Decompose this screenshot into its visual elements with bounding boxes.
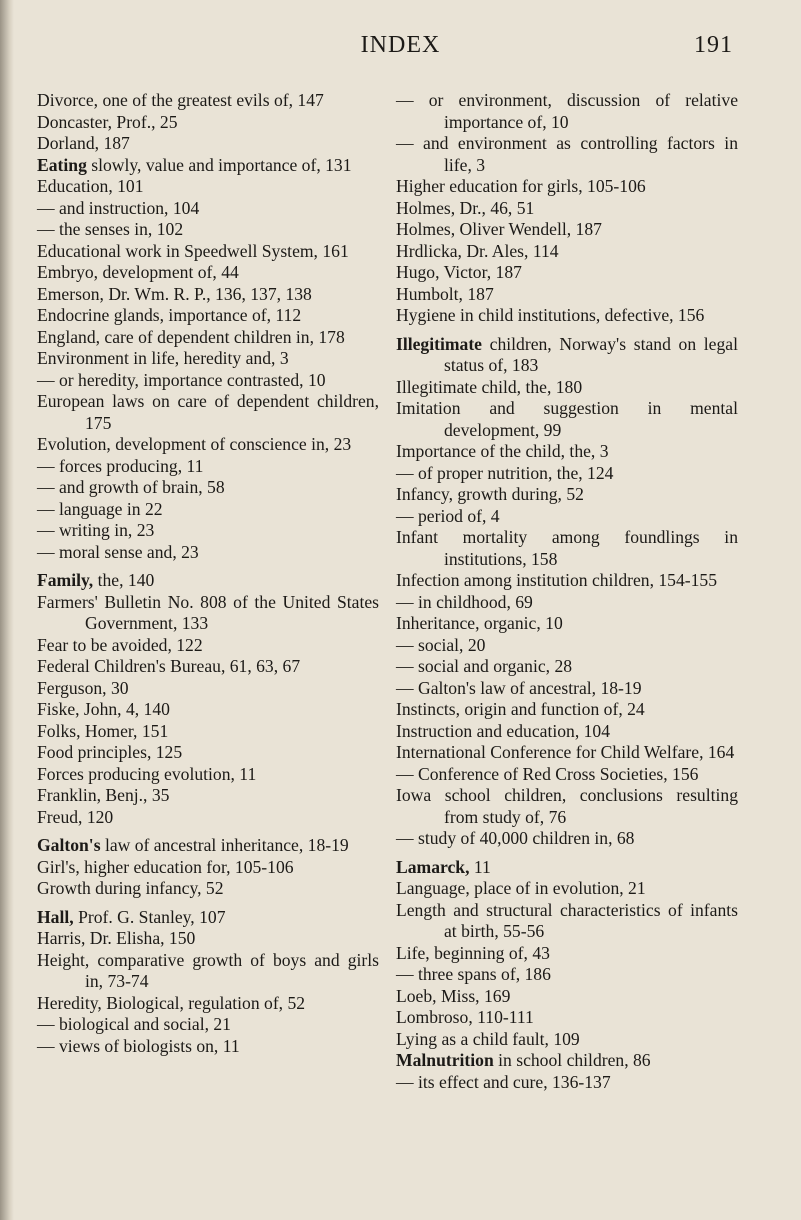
index-entry: Instincts, origin and function of, 24 [396, 699, 645, 719]
index-entry: Hugo, Victor, 187 [396, 262, 522, 282]
index-entry: Imitation and suggestion in mental development, 99 [396, 398, 738, 440]
index-entry: Heredity, Biological, regulation of, 52 [37, 992, 306, 1013]
index-entry: Forces producing evolution, 11 [37, 763, 257, 784]
index-entry: — forces producing, 11 [37, 455, 204, 476]
index-entry: Embryo, development of, 44 [37, 262, 239, 282]
index-entry: — period of, 4 [396, 505, 500, 526]
index-entry: — Conference of Red Cross Societies, 156 [396, 763, 699, 784]
index-entry: — the senses in, 102 [37, 219, 184, 239]
running-title: INDEX [360, 32, 441, 58]
index-entry: Hrdlicka, Dr. Ales, 114 [396, 240, 559, 261]
index-entry: Harris, Dr. Elisha, 150 [37, 928, 196, 948]
index-entry: Infection among institution children, 154-155 [396, 570, 718, 590]
index-entry: Lying as a child fault, 109 [396, 1028, 580, 1049]
page-header [0, 28, 801, 68]
index-entry: Instruction and education, 104 [396, 720, 611, 741]
index-entry: Illegitimate children, Norway's stand on legal status of, 183 [396, 333, 738, 375]
index-entry: — moral sense and, 23 [37, 541, 199, 562]
index-entry: Folks, Homer, 151 [37, 720, 169, 741]
index-entry: Girl's, higher education for, 105-106 [37, 856, 294, 877]
index-entry: — language in 22 [37, 498, 163, 519]
index-entry: Holmes, Oliver Wendell, 187 [396, 219, 602, 239]
index-entry: — in childhood, 69 [396, 591, 533, 612]
index-entry: Evolution, development of conscience in, 23 [37, 434, 352, 454]
index-entry: Inheritance, organic, 10 [396, 613, 563, 633]
binding-gutter [0, 0, 14, 1220]
index-entry: Growth during infancy, 52 [37, 878, 224, 898]
index-entry: — study of 40,000 children in, 68 [396, 828, 635, 848]
index-entry: Federal Children's Bureau, 61, 63, 67 [37, 656, 301, 676]
index-entry: Hall, Prof. G. Stanley, 107 [37, 906, 226, 927]
index-entry: Environment in life, heredity and, 3 [37, 348, 289, 368]
index-entry: Endocrine glands, importance of, 112 [37, 305, 302, 325]
index-entry: Malnutrition in school children, 86 [396, 1050, 651, 1070]
index-entry: Lombroso, 110-111 [396, 1007, 534, 1027]
index-entry: Galton's law of ancestral inheritance, 18-19 [37, 835, 349, 855]
index-entry: — social and organic, 28 [396, 656, 573, 676]
index-entry: — three spans of, 186 [396, 964, 551, 984]
index-entry: Loeb, Miss, 169 [396, 985, 511, 1006]
index-entry: Iowa school children, conclusions resulting from study of, 76 [396, 785, 738, 827]
index-entry: Holmes, Dr., 46, 51 [396, 197, 535, 218]
index-entry: — and growth of brain, 58 [37, 477, 225, 497]
index-entry: Fiske, John, 4, 140 [37, 699, 170, 719]
index-entry: England, care of dependent children in, 178 [37, 326, 345, 347]
index-entry: — biological and social, 21 [37, 1014, 231, 1034]
index-entry: — Galton's law of ancestral, 18-19 [396, 677, 642, 698]
index-entry: Dorland, 187 [37, 133, 130, 153]
index-entry: Importance of the child, the, 3 [396, 441, 609, 461]
index-entry: Farmers' Bulletin No. 808 of the United States Government, 133 [37, 591, 379, 633]
index-entry: Fear to be avoided, 122 [37, 634, 203, 655]
index-entry: — and instruction, 104 [37, 197, 200, 218]
index-entry: — or environment, discussion of relative importance of, 10 [396, 90, 738, 132]
index-entry: Infant mortality among foundlings in institutions, 158 [396, 527, 738, 569]
index-entry: Humbolt, 187 [396, 283, 494, 304]
index-entry: — and environment as controlling factors in life, 3 [396, 133, 738, 175]
index-entry: Hygiene in child institutions, defective, 156 [396, 305, 705, 325]
index-entry: Illegitimate child, the, 180 [396, 376, 583, 397]
index-entry: — social, 20 [396, 634, 486, 655]
index-entry: — of proper nutrition, the, 124 [396, 462, 614, 483]
index-entry: Educational work in Speedwell System, 161 [37, 240, 349, 261]
index-entry: — writing in, 23 [37, 520, 155, 540]
index-entry: Education, 101 [37, 176, 144, 196]
index-entry: Infancy, growth during, 52 [396, 484, 584, 504]
index-entry: Emerson, Dr. Wm. R. P., 136, 137, 138 [37, 283, 312, 304]
index-entry: Eating slowly, value and importance of, 131 [37, 154, 352, 175]
index-column-right [396, 90, 738, 1093]
index-entry: — its effect and cure, 136-137 [396, 1071, 611, 1092]
index-entry: Height, comparative growth of boys and girls in, 73-74 [37, 949, 379, 991]
index-entry: Family, the, 140 [37, 570, 155, 590]
index-entry: — views of biologists on, 11 [37, 1035, 240, 1056]
index-entry: Franklin, Benj., 35 [37, 785, 170, 805]
index-entry: Life, beginning of, 43 [396, 942, 550, 963]
index-entry: Divorce, one of the greatest evils of, 147 [37, 90, 324, 110]
index-column-left [37, 90, 379, 1057]
index-entry: Freud, 120 [37, 806, 114, 827]
index-entry: Higher education for girls, 105-106 [396, 176, 646, 196]
index-entry: Ferguson, 30 [37, 677, 129, 698]
index-entry: International Conference for Child Welfare, 164 [396, 742, 735, 762]
index-entry: Language, place of in evolution, 21 [396, 878, 646, 898]
index-entry: European laws on care of dependent children, 175 [37, 391, 379, 433]
page-number: 191 [694, 32, 733, 58]
index-entry: — or heredity, importance contrasted, 10 [37, 369, 326, 390]
index-entry: Lamarck, 11 [396, 856, 491, 877]
index-entry: Food principles, 125 [37, 742, 183, 762]
index-entry: Length and structural characteristics of infants at birth, 55-56 [396, 899, 738, 941]
index-entry: Doncaster, Prof., 25 [37, 111, 178, 132]
